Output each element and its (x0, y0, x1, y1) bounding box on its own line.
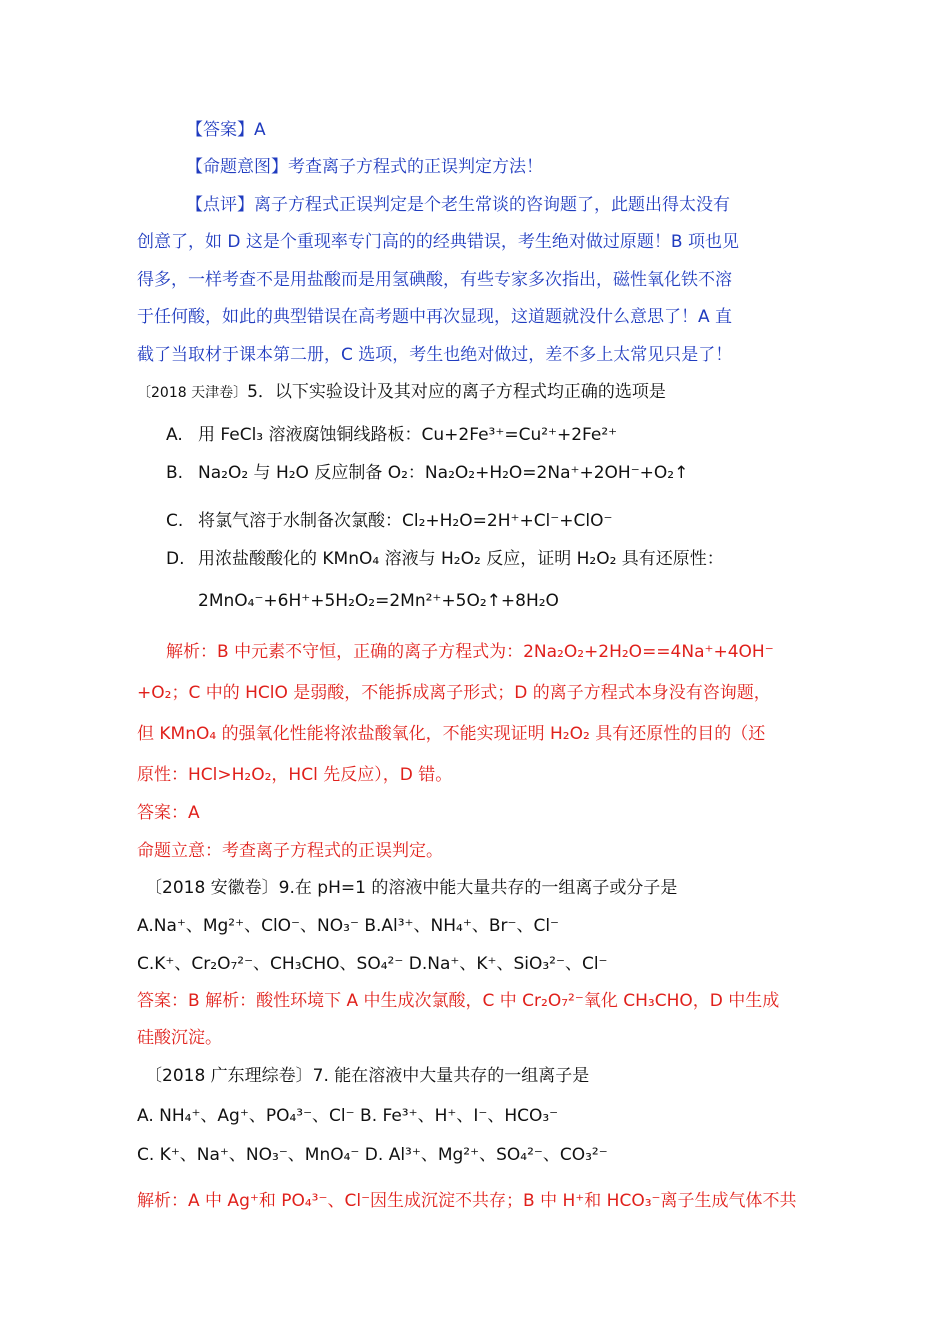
comment-line-3: 得多，一样考查不是用盐酸而是用氢碘酸，有些专家多次指出，磁性氧化铁不溶 (137, 270, 732, 290)
q5-stem: 5．以下实验设计及其对应的离子方程式均正确的选项是 (247, 382, 666, 402)
q5-analysis-line-1: 解析：B 中元素不守恒，正确的离子方程式为：2Na₂O₂+2H₂O==4Na⁺+4OH⁻ (166, 642, 774, 662)
q9-source: 〔2018 安徽卷〕 (145, 878, 279, 898)
q9-options-row-2: C.K⁺、Cr₂O₇²⁻、CH₃CHO、SO₄²⁻ D.Na⁺、K⁺、SiO₃²⁻、Cl⁻ (137, 954, 608, 974)
comment-line-2: 创意了，如 D 这是个重现率专门高的的经典错误，考生绝对做过原题！B 项也见 (137, 232, 739, 252)
q5-option-c (166, 509, 613, 533)
q9-answer-line-1: 答案：B 解析：酸性环境下 A 中生成次氯酸，C 中 Cr₂O₇²⁻氧化 CH₃CHO，D 中生成 (137, 991, 780, 1011)
q5-header (137, 380, 666, 405)
answer-line: 【答案】A (186, 120, 266, 140)
q5-option-d-equation: 2MnO₄⁻+6H⁺+5H₂O₂=2Mn²⁺+5O₂↑+8H₂O (198, 591, 559, 611)
q5-option-b (166, 461, 689, 485)
q5-option-d-text: 用浓盐酸酸化的 KMnO₄ 溶液与 H₂O₂ 反应，证明 H₂O₂ 具有还原性： (198, 549, 724, 569)
intent-line: 【命题意图】考查离子方程式的正误判定方法！ (186, 157, 543, 177)
q5-analysis-line-2: +O₂；C 中的 HClO 是弱酸，不能拆成离子形式；D 的离子方程式本身没有咨询题， (137, 683, 771, 703)
q7-analysis: 解析：A 中 Ag⁺和 PO₄³⁻、Cl⁻因生成沉淀不共存；B 中 H⁺和 HCO₃⁻离子生成气体不共 (137, 1191, 797, 1211)
comment-line-5: 截了当取材于课本第二册，C 选项，考生也绝对做过，差不多上太常见只是了！ (137, 345, 733, 365)
q5-source: 〔2018 天津卷〕 (137, 385, 248, 401)
q5-option-c-text: 将氯气溶于水制备次氯酸：Cl₂+H₂O=2H⁺+Cl⁻+ClO⁻ (198, 511, 613, 531)
q9-stem: 9.在 pH=1 的溶液中能大量共存的一组离子或分子是 (278, 878, 678, 898)
q5-option-d (166, 547, 724, 571)
q5-option-b-label: B. (166, 463, 184, 483)
q7-options-row-2: C. K⁺、Na⁺、NO₃⁻、MnO₄⁻ D. Al³⁺、Mg²⁺、SO₄²⁻、CO₃²⁻ (137, 1145, 608, 1165)
q7-source: 〔2018 广东理综卷〕 (145, 1066, 313, 1086)
q5-analysis-line-4: 原性：HCl>H₂O₂，HCl 先反应），D 错。 (137, 765, 453, 785)
q5-option-a-label: A. (166, 425, 183, 445)
q9-answer-line-2: 硅酸沉淀。 (137, 1028, 222, 1048)
q5-option-a (166, 423, 618, 447)
q7-options-row-1: A. NH₄⁺、Ag⁺、PO₄³⁻、Cl⁻ B. Fe³⁺、H⁺、I⁻、HCO₃⁻ (137, 1106, 559, 1126)
q7-header (145, 1064, 589, 1088)
q9-header (145, 876, 677, 900)
q5-intent: 命题立意：考查离子方程式的正误判定。 (137, 841, 443, 861)
q5-option-a-text: 用 FeCl₃ 溶液腐蚀铜线路板：Cu+2Fe³⁺=Cu²⁺+2Fe²⁺ (198, 425, 618, 445)
q5-option-b-text: Na₂O₂ 与 H₂O 反应制备 O₂：Na₂O₂+H₂O=2Na⁺+2OH⁻+O₂↑ (198, 463, 689, 483)
q5-option-d-label: D. (166, 549, 185, 569)
q5-answer: 答案：A (137, 803, 200, 823)
comment-line-4: 于任何酸，如此的典型错误在高考题中再次显现，这道题就没什么意思了！A 直 (137, 307, 733, 327)
q5-option-c-label: C. (166, 511, 184, 531)
comment-line-1: 【点评】离子方程式正误判定是个老生常谈的咨询题了，此题出得太没有 (186, 195, 730, 215)
q7-stem: 7. 能在溶液中大量共存的一组离子是 (312, 1066, 590, 1086)
q9-options-row-1: A.Na⁺、Mg²⁺、ClO⁻、NO₃⁻ B.Al³⁺、NH₄⁺、Br⁻、Cl⁻ (137, 916, 560, 936)
q5-analysis-line-3: 但 KMnO₄ 的强氧化性能将浓盐酸氧化，不能实现证明 H₂O₂ 具有还原性的目的（还 (137, 724, 766, 744)
